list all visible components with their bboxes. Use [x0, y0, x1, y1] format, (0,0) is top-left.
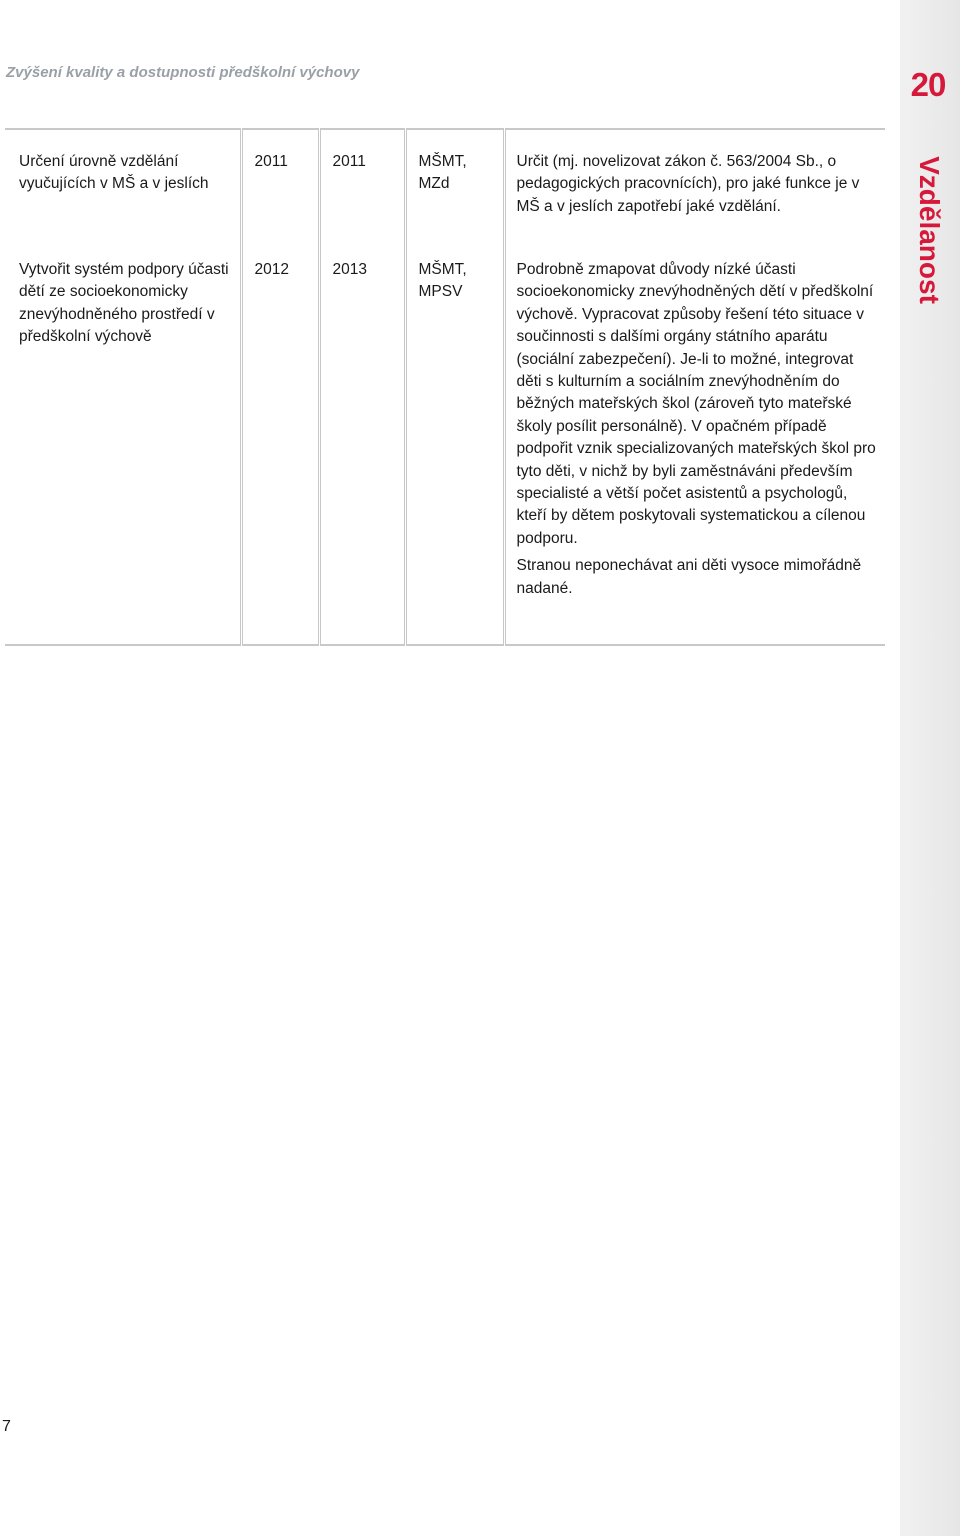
description-cell: [504, 239, 885, 645]
end-year-cell: 2013: [319, 239, 405, 645]
end-year-cell: 2011: [319, 129, 405, 239]
section-label: Vzdělanost: [914, 156, 945, 304]
measures-table: [5, 128, 885, 646]
description-cell: [504, 129, 885, 239]
description-paragraph: Podrobně zmapovat důvody nízké účasti socioekonomicky znevýhodněných dětí v předškolní výchově. Vypracovat způsoby řešení této situace v součinnosti s dalšími orgány státního aparátu (sociální zabezpečení). Je-li to možné, integrovat děti s kulturním a sociálním znevýhodněním do běžných mateřských škol (zároveň tyto mateřské školy posílit personálně). V opačném případě podpořit vznik specializovaných mateřských škol pro tyto děti, v nichž by byli zaměstnáváni především specialisté a větší počet asistentů a psychologů, kteří by dětem poskytovali systematickou a cílenou podporu.: [516, 261, 876, 547]
start-year-cell: 2012: [241, 239, 319, 645]
measures-table-wrapper: [5, 128, 885, 646]
running-title: Zvýšení kvality a dostupnosti předškolní výchovy: [6, 64, 360, 81]
page-number: 20: [910, 66, 946, 103]
table-row: [5, 239, 885, 645]
responsible-cell: MŠMT, MZd: [405, 129, 504, 239]
start-year-cell: 2011: [241, 129, 319, 239]
responsible-cell: MŠMT, MPSV: [405, 239, 504, 645]
goal-cell: Určení úrovně vzdělání vyučujících v MŠ a v jeslích: [5, 129, 241, 239]
table-row: [5, 129, 885, 239]
description-paragraph: Stranou neponechávat ani děti vysoce mimořádně nadané.: [516, 557, 862, 597]
footer-number: 7: [2, 1418, 11, 1435]
goal-cell: Vytvořit systém podpory účasti dětí ze socioekonomicky znevýhodněného prostředí v předškolní výchově: [5, 239, 241, 645]
description-paragraph: Určit (mj. novelizovat zákon č. 563/2004 Sb., o pedagogických pracovnících), pro jaké funkce je v MŠ a v jeslích zapotřebí jaké vzdělání.: [516, 153, 860, 215]
